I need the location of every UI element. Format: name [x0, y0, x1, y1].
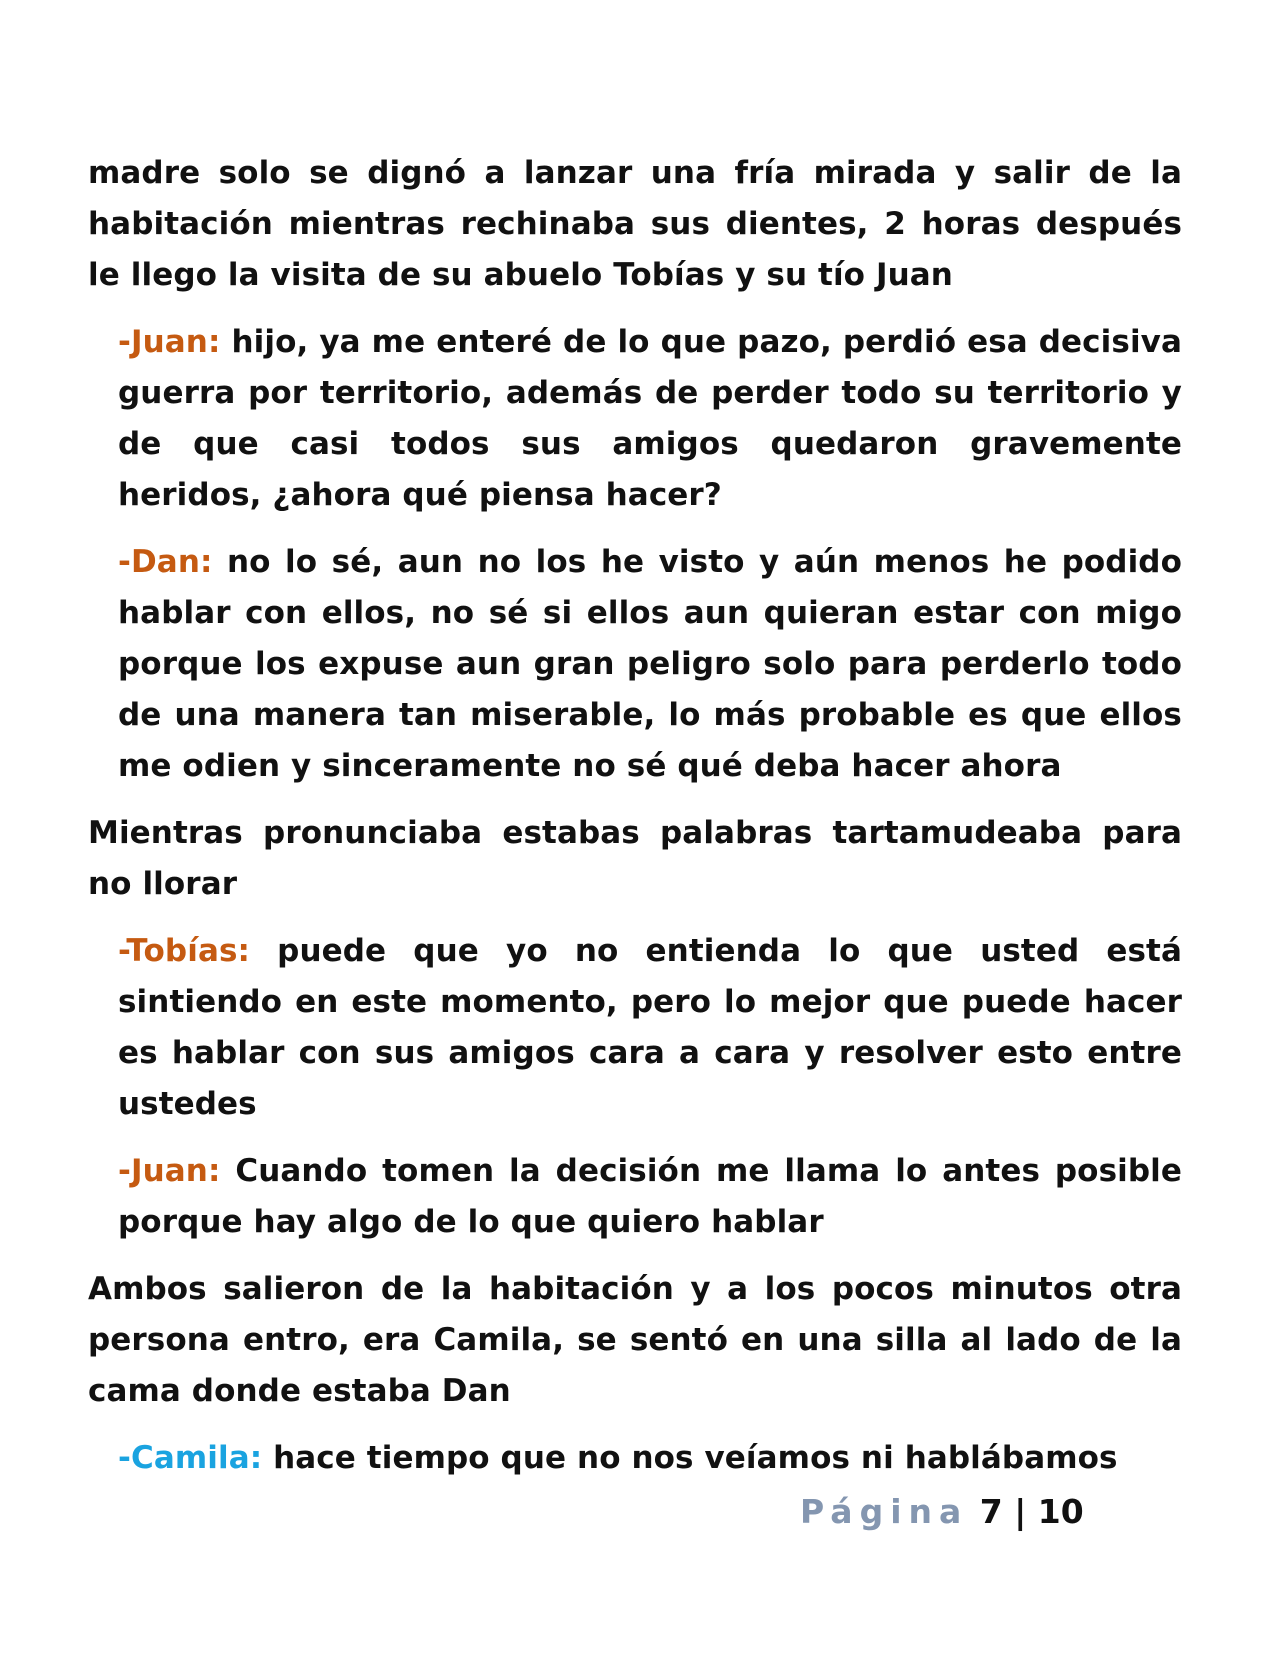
dialogue-paragraph-juan-2: [118, 1146, 1182, 1248]
speaker-label-juan: -Juan:: [118, 324, 221, 360]
page-number: 7: [979, 1492, 1003, 1531]
dialogue-paragraph-camila: [118, 1433, 1182, 1484]
dialogue-text: puede que yo no entienda lo que usted está sintiendo en este momento, pero lo mejor que puede hacer es hablar con sus amigos cara a cara y resolver esto entre ustedes: [118, 933, 1182, 1122]
speaker-label-tobias: -Tobías:: [118, 933, 251, 969]
dialogue-paragraph-juan: [118, 317, 1182, 521]
speaker-label-dan: -Dan:: [118, 544, 213, 580]
page-total: 10: [1037, 1492, 1084, 1531]
dialogue-text: hijo, ya me enteré de lo que pazo, perdió esa decisiva guerra por territorio, además de perder todo su territorio y de que casi todos sus amigos quedaron gravemente heridos, ¿ahora qué piensa hacer?: [118, 324, 1182, 513]
page-separator: |: [1014, 1492, 1027, 1531]
narration-paragraph: Mientras pronunciaba estabas palabras tartamudeaba para no llorar: [88, 815, 1182, 902]
dialogue-text: no lo sé, aun no los he visto y aún menos he podido hablar con ellos, no sé si ellos aun quieran estar con migo porque los expuse aun gran peligro solo para perderlo todo de una manera tan miserable, lo más probable es que ellos me odien y sinceramente no sé qué deba hacer ahora: [118, 544, 1182, 784]
narration-paragraph: madre solo se dignó a lanzar una fría mirada y salir de la habitación mientras rechinaba sus dientes, 2 horas después le llego la visita de su abuelo Tobías y su tío Juan: [88, 155, 1182, 293]
speaker-label-camila: -Camila:: [118, 1440, 263, 1476]
dialogue-paragraph-tobias: [118, 926, 1182, 1130]
page-body: [88, 148, 1182, 1500]
page-label: Página: [800, 1492, 969, 1531]
dialogue-text: Cuando tomen la decisión me llama lo antes posible porque hay algo de lo que quiero hablar: [118, 1153, 1182, 1240]
page-footer: [800, 1492, 1084, 1532]
speaker-label-juan: -Juan:: [118, 1153, 221, 1189]
dialogue-text: hace tiempo que no nos veíamos ni hablábamos: [262, 1440, 1118, 1476]
narration-paragraph: Ambos salieron de la habitación y a los pocos minutos otra persona entro, era Camila, se sentó en una silla al lado de la cama donde estaba Dan: [88, 1271, 1182, 1409]
dialogue-paragraph-dan: [118, 537, 1182, 792]
